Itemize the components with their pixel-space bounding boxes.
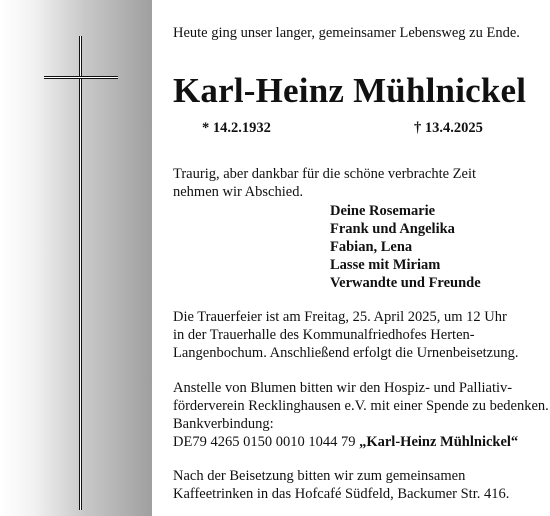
mourning-text bbox=[173, 165, 476, 201]
text-line: förderverein Recklinghausen e.V. mit einer Spende zu bedenken. bbox=[173, 398, 549, 414]
text-line: Die Trauerfeier ist am Freitag, 25. April 2025, um 12 Uhr bbox=[173, 309, 507, 325]
family-member: Deine Rosemarie bbox=[330, 203, 436, 219]
payment-reference: „Karl-Heinz Mühlnickel“ bbox=[359, 434, 519, 450]
text-line: in der Trauerhalle des Kommunalfriedhofes Herten- bbox=[173, 327, 475, 343]
family-list bbox=[330, 202, 481, 292]
deceased-name: Karl-Heinz Mühlnickel bbox=[173, 71, 527, 110]
reception-info bbox=[173, 467, 509, 503]
family-member: Lasse mit Miriam bbox=[330, 257, 441, 273]
family-member: Fabian, Lena bbox=[330, 239, 413, 255]
family-member: Verwandte und Freunde bbox=[330, 275, 481, 291]
text-line: Bankverbindung: bbox=[173, 416, 274, 432]
funeral-info bbox=[173, 308, 518, 362]
intro-line: Heute ging unser langer, gemeinsamer Lebensweg zu Ende. bbox=[173, 25, 520, 41]
text-line: nehmen wir Abschied. bbox=[173, 184, 304, 200]
text-line: Anstelle von Blumen bitten wir den Hospiz- und Palliativ- bbox=[173, 380, 513, 396]
text-line: Traurig, aber dankbar für die schöne verbrachte Zeit bbox=[173, 166, 477, 182]
text-line: Langenbochum. Anschließend erfolgt die Urnenbeisetzung. bbox=[173, 345, 519, 361]
text-line: Nach der Beisetzung bitten wir zum gemeinsamen bbox=[173, 468, 466, 484]
iban: DE79 4265 0150 0010 1044 79 bbox=[173, 434, 356, 450]
bank-line bbox=[173, 433, 549, 451]
text-line: Kaffeetrinken in das Hofcafé Südfeld, Backumer Str. 416. bbox=[173, 486, 510, 502]
cross-icon-bar bbox=[44, 76, 118, 79]
birth-date: * 14.2.1932 bbox=[202, 120, 271, 136]
cross-icon bbox=[79, 36, 82, 510]
family-member: Frank und Angelika bbox=[330, 221, 455, 237]
death-date: † 13.4.2025 bbox=[414, 120, 483, 136]
donation-info bbox=[173, 379, 549, 451]
